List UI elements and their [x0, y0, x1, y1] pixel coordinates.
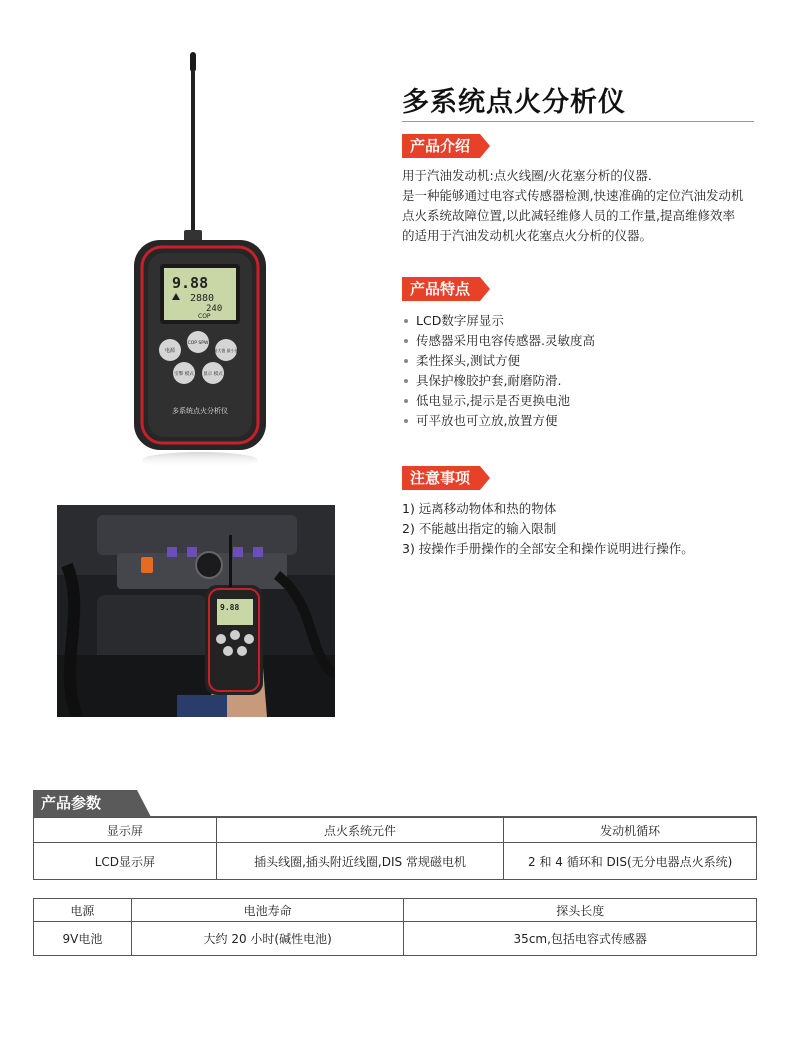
table-cell: 插头线圈,插头附近线圈,DIS 常规磁电机 [216, 843, 504, 880]
antenna [191, 70, 195, 245]
cop-button-label: COP SPW [187, 341, 209, 346]
spec-table-2 [33, 898, 757, 956]
lcd-second-value: 2880 [190, 293, 215, 304]
note-item: 3) 按操作手册操作的全部安全和操作说明进行操作。 [402, 541, 694, 556]
features-heading: 产品特点 [402, 277, 480, 301]
oil-cap [141, 557, 153, 573]
display-mode-button-label: 显示 模式 [203, 372, 223, 377]
notes-heading: 注意事项 [402, 466, 480, 490]
photo-lcd-value: 9.88 [220, 603, 240, 612]
feature-item: 柔性探头,测试方便 [402, 351, 595, 371]
power-button-label: 电源 [164, 348, 176, 354]
table-cell: 9V电池 [34, 922, 132, 956]
features-list [402, 311, 595, 431]
table-cell: 2 和 4 循环和 DIS(无分电器点火系统) [504, 843, 757, 880]
lcd-main-value: 9.88 [172, 274, 209, 292]
table-cell: 35cm,包括电容式传感器 [404, 922, 757, 956]
intro-line: 是一种能够通过电容式传感器检测,快速准确的定位汽油发动机 [402, 188, 744, 203]
feature-item: 具保护橡胶护套,耐磨防滑. [402, 371, 595, 391]
engine-photo [57, 505, 335, 717]
feature-item: 传感器采用电容传感器.灵敏度高 [402, 331, 595, 351]
product-title: 多系统点火分析仪 [402, 87, 626, 118]
device-label: 多系统点火分析仪 [172, 407, 228, 415]
intro-text [402, 166, 762, 246]
table-header: 电源 [34, 899, 132, 922]
table-header: 电池寿命 [131, 899, 404, 922]
intro-line: 用于汽油发动机:点火线圈/火花塞分析的仪器. [402, 168, 652, 183]
feature-item: 可平放也可立放,放置方便 [402, 411, 595, 431]
title-divider [402, 121, 754, 122]
antenna-tip [190, 52, 196, 72]
intro-line: 点火系统故障位置,以此减轻维修人员的工作量,提高维修效率 [402, 208, 735, 223]
note-item: 1) 远离移动物体和热的物体 [402, 501, 557, 516]
table-header: 发动机循环 [504, 818, 757, 843]
lcd-third-value: 240 [206, 304, 223, 314]
intro-heading: 产品介绍 [402, 134, 480, 158]
notes-list [402, 499, 694, 559]
spec-table-1 [33, 817, 757, 880]
feature-item: 低电显示,提示是否更换电池 [402, 391, 595, 411]
intro-line: 的适用于汽油发动机火花塞点火分析的仪器。 [402, 228, 653, 243]
table-cell: LCD显示屏 [34, 843, 217, 880]
device-image [120, 50, 280, 470]
params-heading: 产品参数 [33, 790, 137, 817]
table-cell: 大约 20 小时(碱性电池) [131, 922, 404, 956]
max-min-button-label: 最大值 最小值 [213, 348, 239, 353]
note-item: 2) 不能越出指定的输入限制 [402, 521, 557, 536]
feature-item: LCD数字屏显示 [402, 311, 595, 331]
table-header: 点火系统元件 [216, 818, 504, 843]
table-header: 探头长度 [404, 899, 757, 922]
lead-mode-button-label: 引擎 模式 [174, 372, 194, 377]
table-header: 显示屏 [34, 818, 217, 843]
lcd-bottom-label: COP [198, 313, 211, 320]
